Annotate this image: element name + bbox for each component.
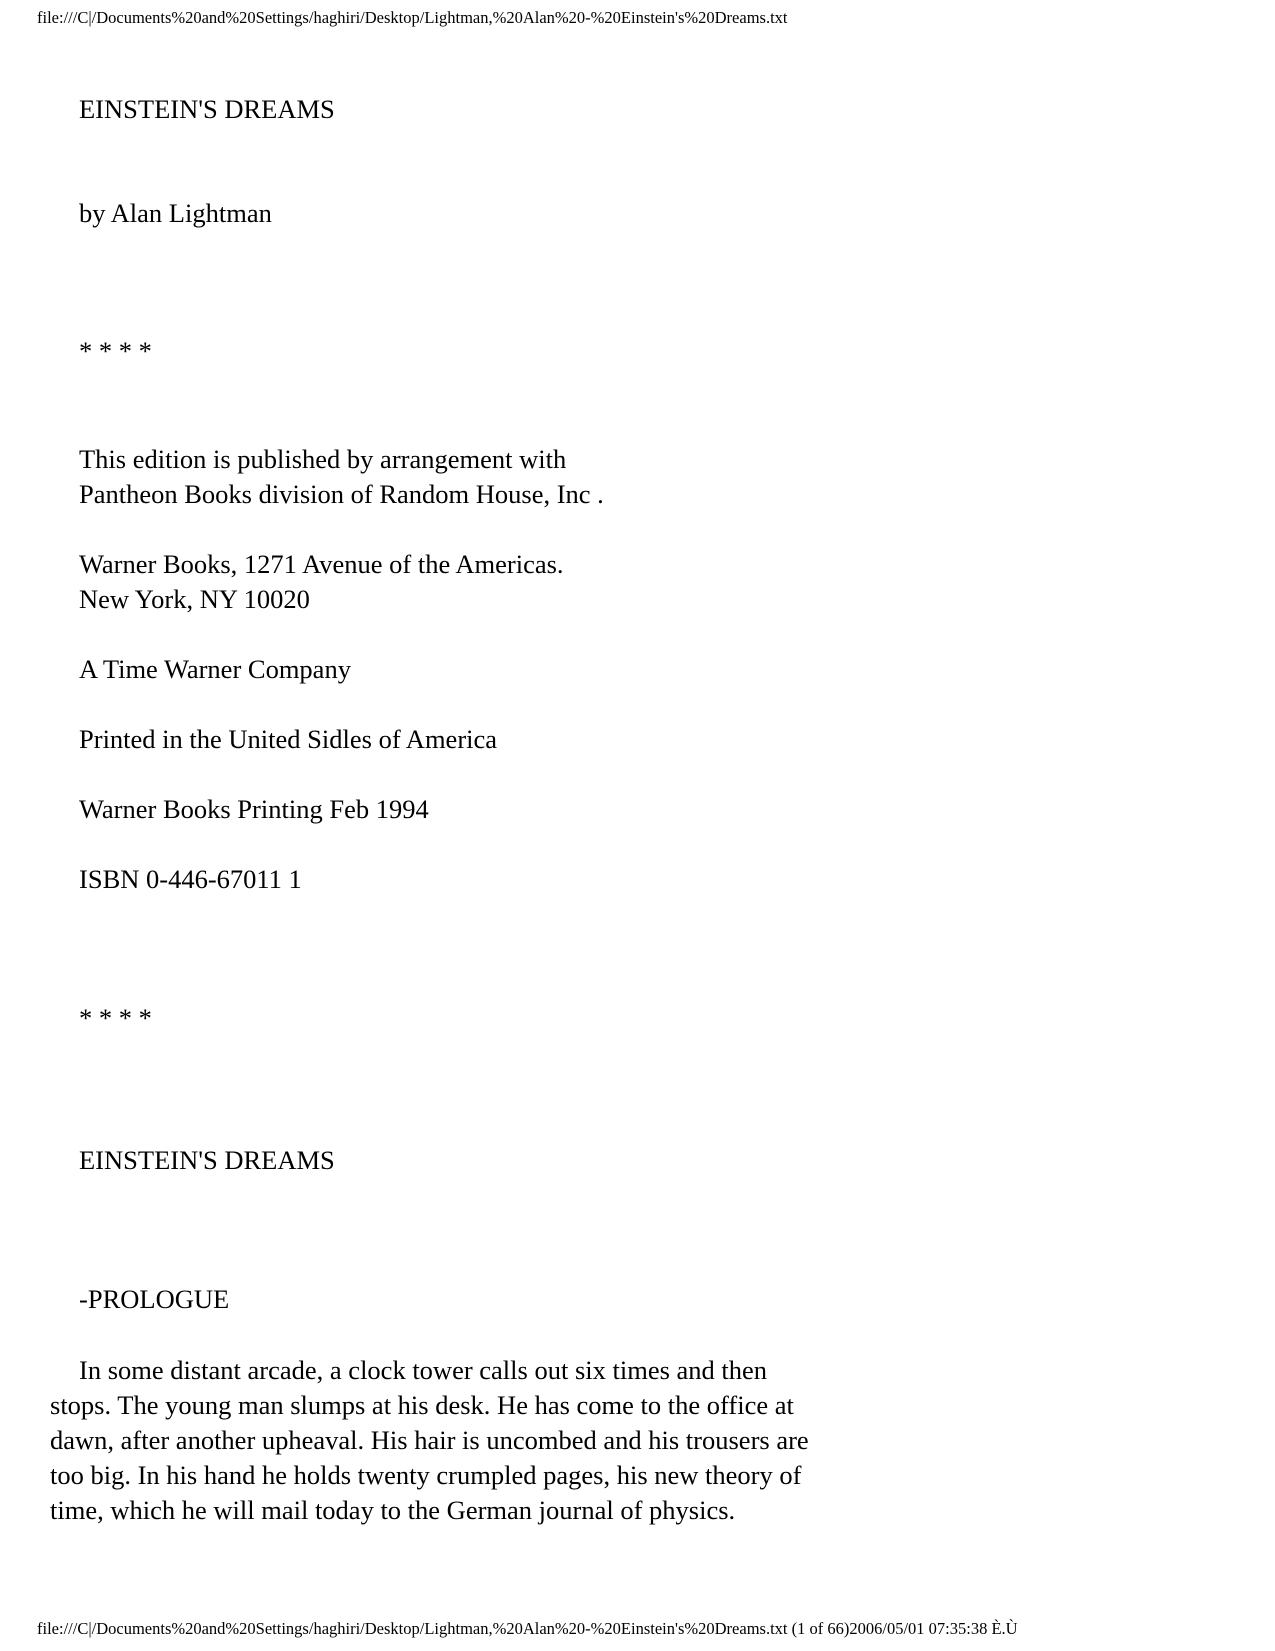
separator: * * * *	[79, 1003, 152, 1033]
paragraph-line: In some distant arcade, a clock tower calls out six times and then	[79, 1355, 768, 1385]
publication-line: This edition is published by arrangement with	[79, 444, 567, 474]
footer	[37, 1619, 1018, 1639]
header-file-url: file:///C|/Documents%20and%20Settings/haghiri/Desktop/Lightman,%20Alan%20-%20Einstein's%20Dreams.txt	[37, 8, 788, 27]
paragraph-line: time, which he will mail today to the German journal of physics.	[50, 1495, 736, 1525]
publication-line: Pantheon Books division of Random House, Inc .	[79, 479, 604, 509]
printed-in-line: Printed in the United Sidles of America	[79, 724, 498, 754]
separator: * * * *	[79, 336, 152, 366]
footer-suffix: È.Ù	[991, 1619, 1018, 1638]
footer-file-url: file:///C|/Documents%20and%20Settings/haghiri/Desktop/Lightman,%20Alan%20-%20Einstein's%20Dreams.txt	[37, 1619, 788, 1638]
publisher-address: Warner Books, 1271 Avenue of the Americas.	[79, 549, 564, 579]
author-line: by Alan Lightman	[79, 198, 272, 228]
isbn-line: ISBN 0-446-67011 1	[79, 864, 302, 894]
paragraph-line: stops. The young man slumps at his desk. He has come to the office at	[50, 1390, 794, 1420]
book-title-repeat: EINSTEIN'S DREAMS	[79, 1145, 335, 1175]
printing-date-line: Warner Books Printing Feb 1994	[79, 794, 429, 824]
publisher-company: A Time Warner Company	[79, 654, 351, 684]
section-heading: -PROLOGUE	[79, 1284, 230, 1314]
book-title: EINSTEIN'S DREAMS	[79, 94, 335, 124]
prologue-paragraph	[50, 1353, 950, 1528]
page-count: (1 of 66)	[791, 1619, 850, 1638]
timestamp: 2006/05/01 07:35:38	[849, 1619, 988, 1638]
paragraph-line: too big. In his hand he holds twenty crumpled pages, his new theory of	[50, 1460, 802, 1490]
publisher-address: New York, NY 10020	[79, 584, 310, 614]
paragraph-line: dawn, after another upheaval. His hair is uncombed and his trousers are	[50, 1425, 809, 1455]
